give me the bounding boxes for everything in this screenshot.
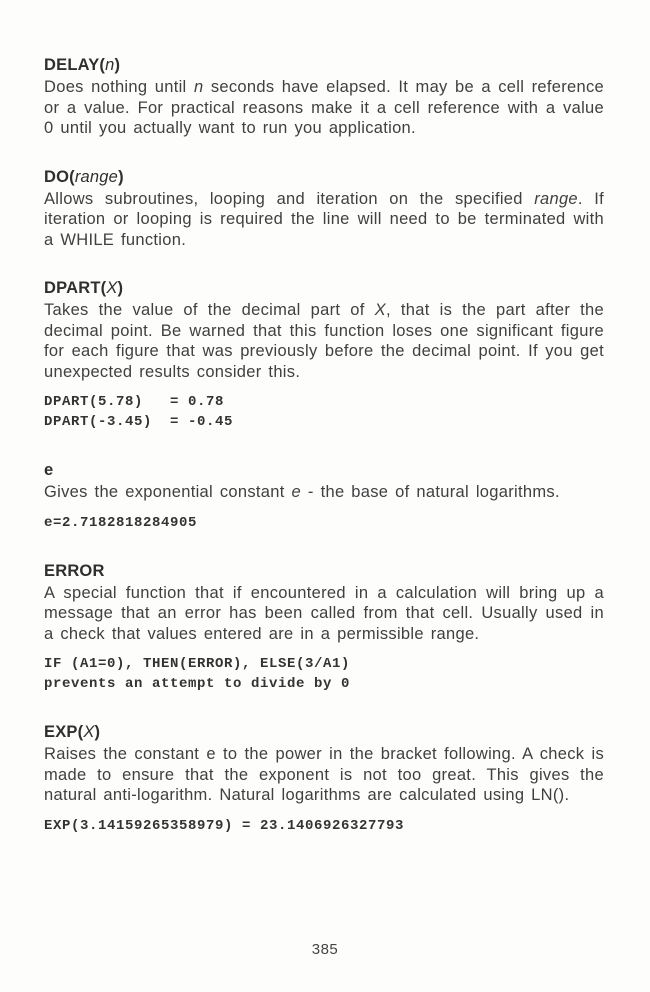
section-e: [44, 460, 604, 533]
section-exp: [44, 722, 604, 836]
function-description-dpart: Takes the value of the decimal part of X, that is the part after the decimal point. Be warned that this function loses one significant figure for each figure that was previously before the decimal point. If you get unexpected results consider this.: [44, 301, 605, 381]
code-example-e: e=2.7182818284905: [44, 514, 198, 531]
page-number: 385: [311, 941, 339, 958]
page-footer: [0, 941, 650, 959]
section-dpart: [44, 278, 604, 432]
code-example-error: IF (A1=0), THEN(ERROR), ELSE(3/A1) prevents an attempt to divide by 0: [44, 656, 351, 692]
section-error: [44, 561, 604, 695]
function-heading-error: ERROR: [44, 561, 105, 580]
code-example-exp: EXP(3.14159265358979) = 23.1406926327793: [44, 817, 405, 834]
function-description-delay: Does nothing until n seconds have elapsed. It may be a cell reference or a value. For practical reasons make it a cell reference with a value 0 until you actually want to run you application.: [44, 78, 604, 137]
section-do: [44, 167, 604, 251]
function-description-error: A special function that if encountered in a calculation will bring up a message that an error has been called from that cell. Usually used in a check that values entered are in a permissible range.: [44, 583, 604, 643]
section-delay: [44, 55, 604, 139]
function-description-do: Allows subroutines, looping and iteration on the specified range. If iteration or looping is required the line will need to be terminated with a WHILE function.: [44, 189, 604, 249]
function-description-exp: Raises the constant e to the power in the bracket following. A check is made to ensure that the exponent is not too great. This gives the natural anti-logarithm. Natural logarithms are calculated using LN().: [44, 745, 604, 804]
function-heading-dpart: DPART(X): [44, 279, 124, 297]
function-heading-delay: DELAY(n): [44, 56, 121, 74]
function-description-e: Gives the exponential constant e - the base of natural logarithms.: [44, 483, 560, 501]
function-heading-do: DO(range): [44, 167, 124, 186]
code-example-dpart: DPART(5.78) = 0.78 DPART(-3.45) = -0.45: [44, 394, 234, 430]
function-heading-exp: EXP(X): [44, 723, 101, 741]
function-heading-e: e: [44, 461, 54, 479]
function-reference-content: [44, 55, 604, 864]
